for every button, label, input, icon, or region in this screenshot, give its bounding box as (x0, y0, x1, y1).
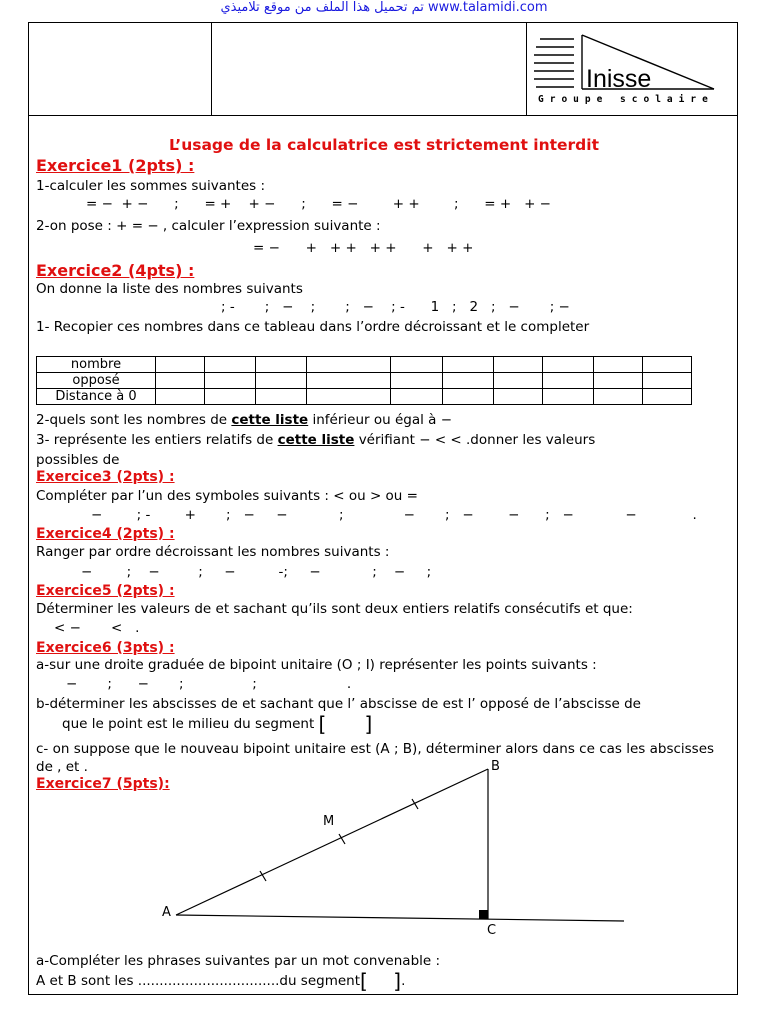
ex2-q2-emphasis: cette liste (231, 412, 309, 428)
ex1-q1: 1-calculer les sommes suivantes : (36, 178, 266, 194)
ex2-q3-cont: possibles de (36, 452, 120, 468)
exam-frame (28, 22, 738, 995)
ex2-q2-text: 2-quels sont les nombres de (36, 412, 232, 428)
point-label-b: B (491, 759, 500, 774)
table-row-label: opposé (37, 373, 156, 389)
ex6-b1: b-déterminer les abscisses de et sachant que l’ abscisse de est l’ opposé de l’abscisse de (36, 696, 641, 712)
ex3-text: Compléter par l’un des symboles suivants : < ou > ou = (36, 488, 418, 504)
ex2-q2-text-end: inférieur ou égal à − (308, 412, 453, 428)
ex2-list-math: ; - ; − ; ; − ; - 1 ; 2 ; − ; − (221, 299, 570, 315)
point-label-m: M (323, 814, 335, 829)
segment-bracket: [ ] (360, 969, 402, 993)
logo-subtitle: Groupe scolaire (538, 94, 714, 105)
ex7-heading: Exercice7 (5pts): (36, 776, 170, 792)
ex5-heading: Exercice5 (2pts) : (36, 583, 175, 599)
ex2-q3-text-end: vérifiant − < < .donner les valeurs (354, 432, 596, 448)
ex5-math: < − < . (54, 620, 140, 636)
ex3-math: − ; - + ; − − ; − ; − − ; − − . (91, 507, 697, 523)
point-label-c: C (487, 923, 497, 938)
ex6-a-math: − ; − ; ; . (66, 676, 352, 692)
segment-bracket: [ ] (318, 712, 373, 736)
triangle-figure (29, 23, 737, 994)
ex1-heading: Exercice1 (2pts) : (36, 156, 195, 175)
ex4-math: − ; − ; − -; − ; − ; (81, 564, 432, 580)
ex7-s1-text: A et B sont les .................................du segment (36, 973, 361, 989)
ex1-q2: 2-on pose : + = − , calculer l’expression suivante : (36, 218, 381, 234)
calculator-notice: L’usage de la calculatrice est strictement interdit (169, 136, 599, 154)
ex2-q3-emphasis: cette liste (277, 432, 355, 448)
ex5-text: Déterminer les valeurs de et sachant qu’ils sont deux entiers relatifs consécutifs et que: (36, 601, 633, 617)
ex6-c1: c- on suppose que le nouveau bipoint unitaire est (A ; B), déterminer alors dans ce cas les abscisses (36, 741, 715, 757)
ex3-heading: Exercice3 (2pts) : (36, 469, 175, 485)
ex7-a: a-Compléter les phrases suivantes par un mot convenable : (36, 953, 441, 969)
ex7-s1: A et B sont les .................................du segment[ ]. (36, 969, 406, 993)
ex6-c2: de , et . (36, 759, 88, 775)
ex2-q3-text: 3- représente les entiers relatifs de (36, 432, 278, 448)
table-row-label: Distance à 0 (37, 389, 156, 405)
ex1-q1-math: = − + − ; = + + − ; = − + + ; = + + − (86, 196, 551, 212)
ex6-a: a-sur une droite graduée de bipoint unitaire (O ; I) représenter les points suivants : (36, 657, 597, 673)
ex2-q1: 1- Recopier ces nombres dans ce tableau dans l’ordre décroissant et le completer (36, 319, 590, 335)
ex1-q2-math: = − + + + + + + + + (253, 240, 474, 256)
ex6-heading: Exercice6 (3pts) : (36, 640, 175, 656)
ex2-intro: On donne la liste des nombres suivants (36, 281, 303, 297)
download-source-link[interactable]: تم تحميل هذا الملف من موقع تلاميذي www.talamidi.com (220, 0, 548, 15)
point-label-a: A (162, 905, 171, 920)
ex4-heading: Exercice4 (2pts) : (36, 526, 175, 542)
ex4-text: Ranger par ordre décroissant les nombres suivants : (36, 544, 390, 560)
table-row-label: nombre (37, 357, 156, 373)
logo-name: Inisse (586, 65, 652, 93)
ex6-b2-text: que le point est le milieu du segment (62, 716, 315, 732)
ex2-heading: Exercice2 (4pts) : (36, 261, 195, 280)
